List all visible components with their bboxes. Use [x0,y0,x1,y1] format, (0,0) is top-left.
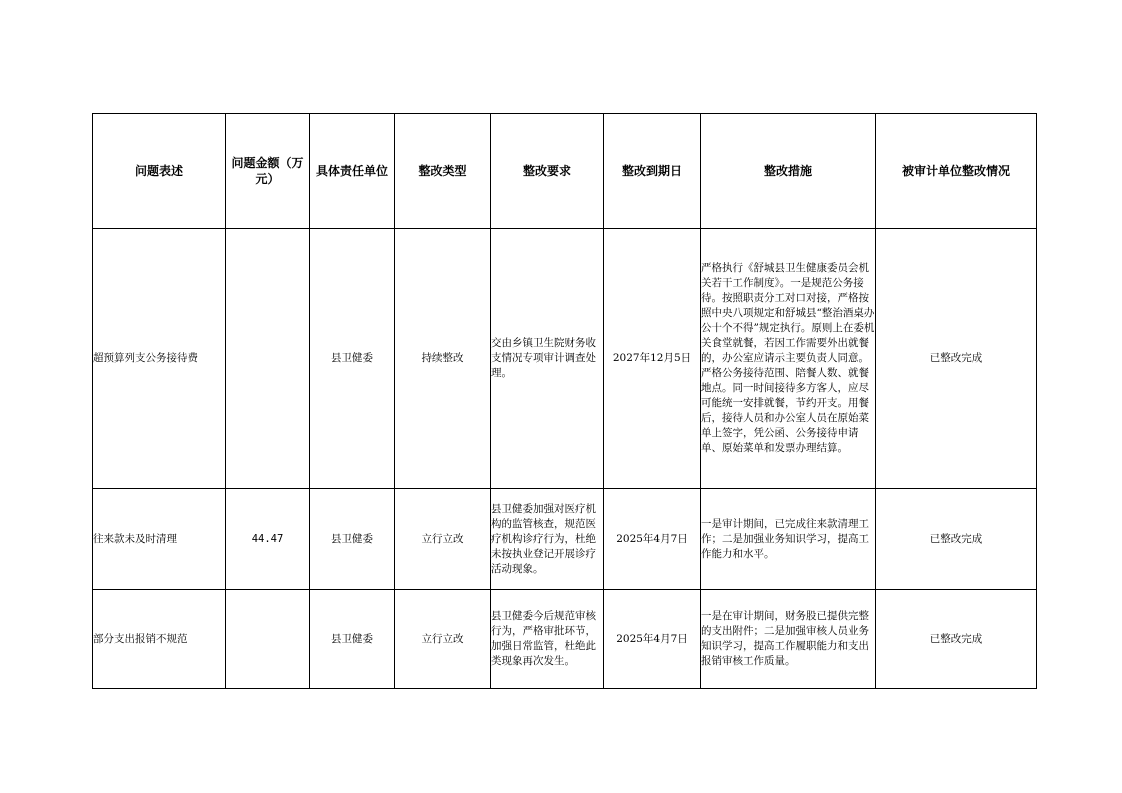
cell-status: 已整改完成 [876,229,1037,489]
cell-issue: 部分支出报销不规范 [93,590,226,689]
cell-type: 立行立改 [395,590,491,689]
cell-measures: 一是在审计期间，财务股已提供完整的支出附件；二是加强审核人员业务知识学习，提高工作履职能力和支出报销审核工作质量。 [701,590,876,689]
cell-measures: 严格执行《舒城县卫生健康委员会机关若干工作制度》。一是规范公务接待。按照职责分工对口对接，严格按照中央八项规定和舒城县“整治酒桌办公十个不得”规定执行。原则上在委机关食堂就餐，若因工作需要外出就餐的，办公室应请示主要负责人同意。严格公务接待范围、陪餐人数、就餐地点。同一时间接待多方客人，应尽可能统一安排就餐，节约开支。用餐后，接待人员和办公室人员在原始菜单上签字，凭公函、公务接待申请单、原始菜单和发票办理结算。 [701,229,876,489]
cell-requirement: 县卫健委加强对医疗机构的监管核查，规范医疗机构诊疗行为，杜绝未按执业登记开展诊疗活动现象。 [491,489,604,590]
cell-unit: 县卫健委 [310,590,395,689]
header-unit: 具体责任单位 [310,114,395,229]
cell-due-date: 2025年4月7日 [604,590,701,689]
cell-status: 已整改完成 [876,590,1037,689]
cell-requirement: 交由乡镇卫生院财务收支情况专项审计调查处理。 [491,229,604,489]
table-row [93,229,1037,489]
cell-issue: 超预算列支公务接待费 [93,229,226,489]
header-requirement: 整改要求 [491,114,604,229]
cell-amount [226,590,310,689]
header-issue: 问题表述 [93,114,226,229]
table-row [93,489,1037,590]
cell-type: 立行立改 [395,489,491,590]
cell-type: 持续整改 [395,229,491,489]
table-header-row [93,114,1037,229]
cell-issue: 往来款未及时清理 [93,489,226,590]
cell-requirement: 县卫健委今后规范审核行为，严格审批环节，加强日常监管，杜绝此类现象再次发生。 [491,590,604,689]
audit-rectification-table [92,113,1037,689]
cell-measures: 一是审计期间，已完成往来款清理工作；二是加强业务知识学习，提高工作能力和水平。 [701,489,876,590]
cell-unit: 县卫健委 [310,229,395,489]
cell-amount: 44.47 [226,489,310,590]
cell-status: 已整改完成 [876,489,1037,590]
header-amount: 问题金额（万元） [226,114,310,229]
header-due-date: 整改到期日 [604,114,701,229]
header-measures: 整改措施 [701,114,876,229]
table-row [93,590,1037,689]
cell-unit: 县卫健委 [310,489,395,590]
cell-due-date: 2025年4月7日 [604,489,701,590]
header-status: 被审计单位整改情况 [876,114,1037,229]
cell-due-date: 2027年12月5日 [604,229,701,489]
cell-amount [226,229,310,489]
header-type: 整改类型 [395,114,491,229]
